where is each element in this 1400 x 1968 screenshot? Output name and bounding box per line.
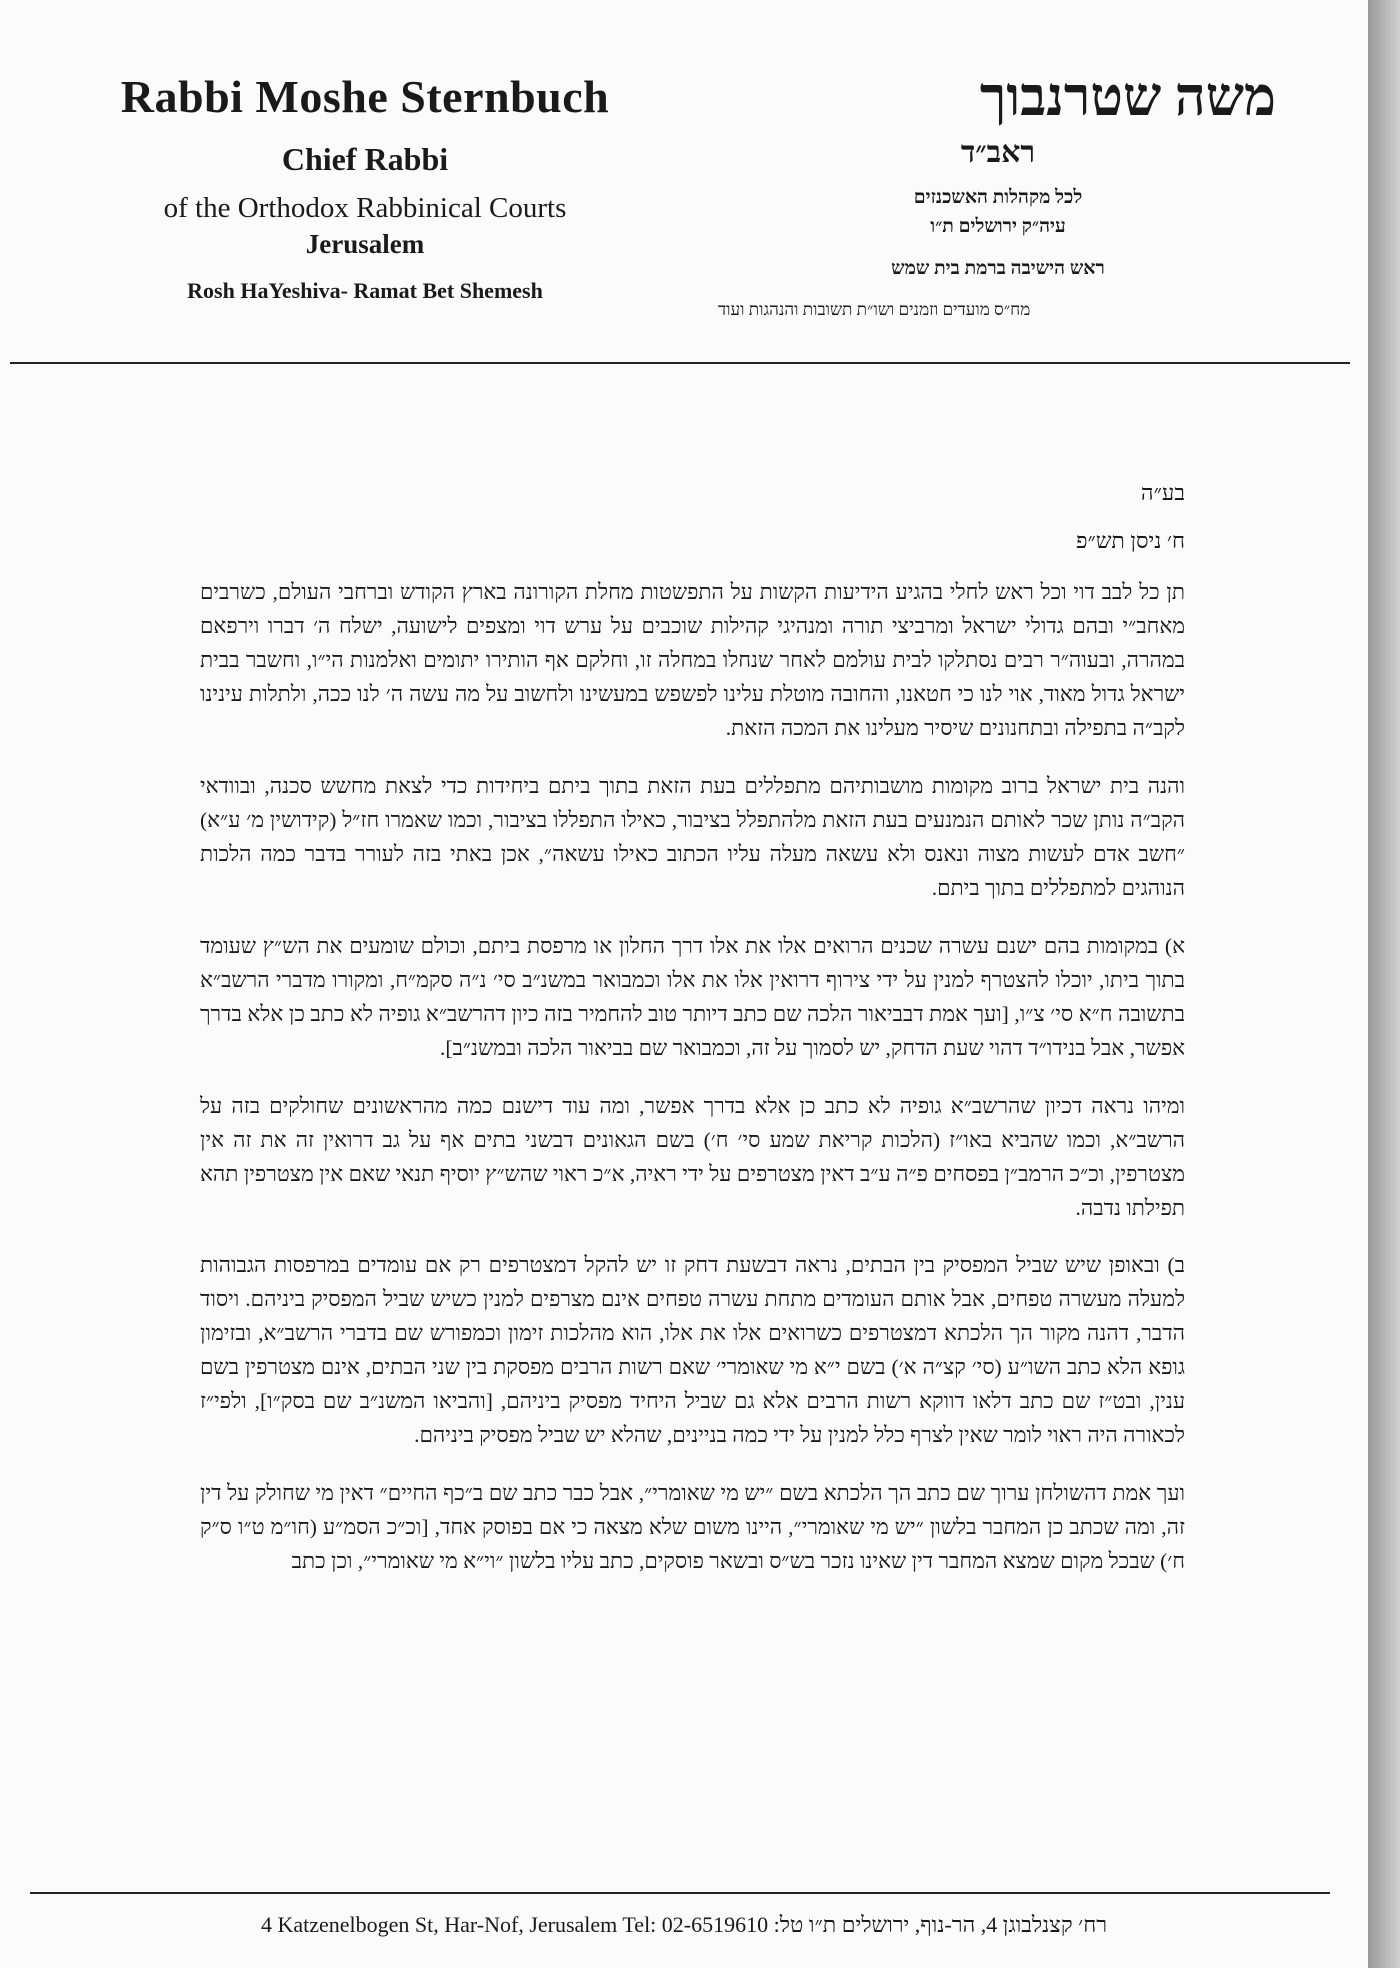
english-title: Chief Rabbi — [281, 141, 449, 177]
hebrew-line-2: עיה״ק ירושלים ת״ו — [930, 215, 1066, 237]
paragraph-6: ועך אמת דהשולחן ערוך שם כתב הך הלכתא בשם ״יש מי שאומרי״, אבל כבר כתב שם ב״כף החיים״ דאין מי שחולק על דין זה, ומה שכתב כן המחבר בלשון ״יש מי שאומרי״, היינו משום שלא מצאה כי אם בפוסק אחד, [וכ״כ הסמ״ע (חו״מ ט״ו ס״ק ח׳) שבכל מקום שמצא המחבר דין שאינו נזכר בש״ס ובשאר פוסקים, כתב עליו בלשון ״וי״א מי שאומרי״, וכן כתב — [200, 1481, 1185, 1574]
hebrew-title: ראב״ד — [960, 136, 1036, 169]
letter-opening: בע״ה — [1140, 480, 1185, 505]
footer-address-en: 4 Katzenelbogen St, Har-Nof, Jerusalem Tel: 02-6519610 — [260, 1912, 769, 1937]
paragraph-4: ומיהו נראה דכיון שהרשב״א גופיה לא כתב כן אלא בדרך אפשר, ומה עוד דישנם כמה מהראשונים שחולקים בזה על הרשב״א, וכמו שהביא באו״ז (הלכות קריאת שמע סי׳ ח׳) בשם הגאונים דבשני בתים אף על גב דרואין זה את זה אין מצטרפין, וכ״כ הרמב״ן בפסחים פ״ה ע״ב דאין מצטרפים על ידי ראיה, א״כ ראוי שהש״ץ יוסיף תנאי שאם אין מצטרפין תהא תפילתו נדבה. — [200, 1093, 1185, 1220]
english-courts: of the Orthodox Rabbinical Courts — [163, 192, 567, 224]
paragraph-5: ב) ובאופן שיש שביל המפסיק בין הבתים, נראה דבשעת דחק זו יש להקל דמצטרפים רק אם עומדים במרפסות הגבוהות למעלה מעשרה טפחים, אבל אותם העומדים מתחת עשרה טפחים אינם מצרפים למנין כשיש שביל המפסיק ביניהם. ויסוד הדבר, דהנה מקור הך הלכתא דמצטרפים כשרואים אלו את אלו, הוא מהלכות זימון וכמפורש שם בדברי הרשב״א, ובזימון גופא הלא כתב השו״ע (סי׳ קצ״ה א׳) בשם י״א מי שאומרי׳ שאם רשות הרבים מפסקת בין שני הבתים, אינם מצטרפין בשם ענין, ובט״ז שם כתב דלאו דווקא רשות הרבים אלא גם שביל היחיד מפסיק ביניהם, [והביאו המשנ״ב שם בסק״ו], ולפי״ז לכאורה היה ראוי לומר שאין לצרף כלל למנין על ידי כמה בניינים, שהלא יש שביל מפסיק ביניהם. — [200, 1253, 1185, 1448]
letter-date: ח׳ ניסן תש״פ — [1075, 528, 1185, 553]
paragraph-3: א) במקומות בהם ישנם עשרה שכנים הרואים אלו את אלו דרך החלון או מרפסת ביתם, וכולם שומעים את הש״ץ שעומד בתוך ביתו, יוכלו להצטרף למנין על ידי צירוף דרואין אלו את אלו וכמבואר במשנ״ב סי׳ נ״ה סקמ״ח, ומקורו מדברי הרשב״א בתשובה ח״א סי׳ צ״ו, [ועך אמת דבביאור הלכה שם כתב דיותר טוב להחמיר בזה כיון דהרשב״א גופיה לא כתב כן אלא בדרך אפשר, אבל בנידו״ד דהוי שעת הדחק, יש לסמוך על זה, וכמבואר שם בביאור הלכה ובמשנ״ב]. — [200, 933, 1185, 1060]
paragraph-2: והנה בית ישראל ברוב מקומות מושבותיהם מתפללים בעת הזאת בתוך ביתם ביחידות כדי לצאת מחשש סכנה, ובוודאי הקב״ה נותן שכר לאותם הנמנעים בעת הזאת מלהתפלל בציבור, כאילו התפללו בציבור, וכמו שאמרו חז״ל (קידושין מ׳ ע״א) ״חשב אדם לעשות מצוה ונאנס ולא עשאה מעלה עליו הכתוב כאילו עשאה״, אכן באתי בזה לעורר בדבר כמה הלכות הנוהגים למתפללים בתוך ביתם. — [200, 773, 1185, 900]
english-letterhead — [60, 70, 670, 304]
header-divider — [10, 362, 1350, 364]
hebrew-name: משה שטרנבוך — [979, 67, 1276, 127]
footer-address — [0, 1912, 1368, 1938]
footer-address-he: רח׳ קצנלבוגן 4, הר-נוף, ירושלים ת״ו טל: — [773, 1912, 1108, 1937]
english-name: Rabbi Moshe Sternbuch — [120, 71, 610, 122]
page-edge-shadow — [1368, 0, 1400, 1968]
hebrew-line-3: ראש הישיבה ברמת בית שמש — [891, 258, 1105, 279]
hebrew-line-4: מח״ס מועדים וזמנים ושו״ת תשובות והנהגות ועוד — [718, 299, 1031, 319]
english-yeshiva: Rosh HaYeshiva- Ramat Bet Shemesh — [187, 278, 543, 303]
footer-divider — [30, 1892, 1330, 1894]
letter-body — [200, 480, 1185, 1603]
english-city: Jerusalem — [305, 229, 425, 259]
paragraph-1: תן כל לבב דוי וכל ראש לחלי בהגיע הידיעות הקשות על התפשטות מחלת הקורונה בארץ הקודש וברחבי העולם, כשרבים מאחב״י ובהם גדולי ישראל ומרביצי תורה ומנהיגי קהילות שוכבים על ערש דוי ומצפים לישועה, ישלח ה׳ דברו וירפאם במהרה, ובעוה״ר רבים נסתלקו לבית עולמם לאחר שנחלו במחלה זו, וחלקם אף הותירו יתומים ואלמנות הי״ו, וחשבר בבית ישראל גדול מאוד, אוי לנו כי חטאנו, והחובה מוטלת עלינו לפשפש במעשינו ולחשוב על מה עשה ה׳ לנו ככה, ולתלות עינינו לקב״ה בתפילה ובתחנונים שיסיר מעלינו את המכה הזאת. — [200, 580, 1185, 740]
hebrew-line-1: לכל מקהלות האשכנזים — [913, 187, 1083, 208]
hebrew-letterhead — [718, 66, 1278, 321]
